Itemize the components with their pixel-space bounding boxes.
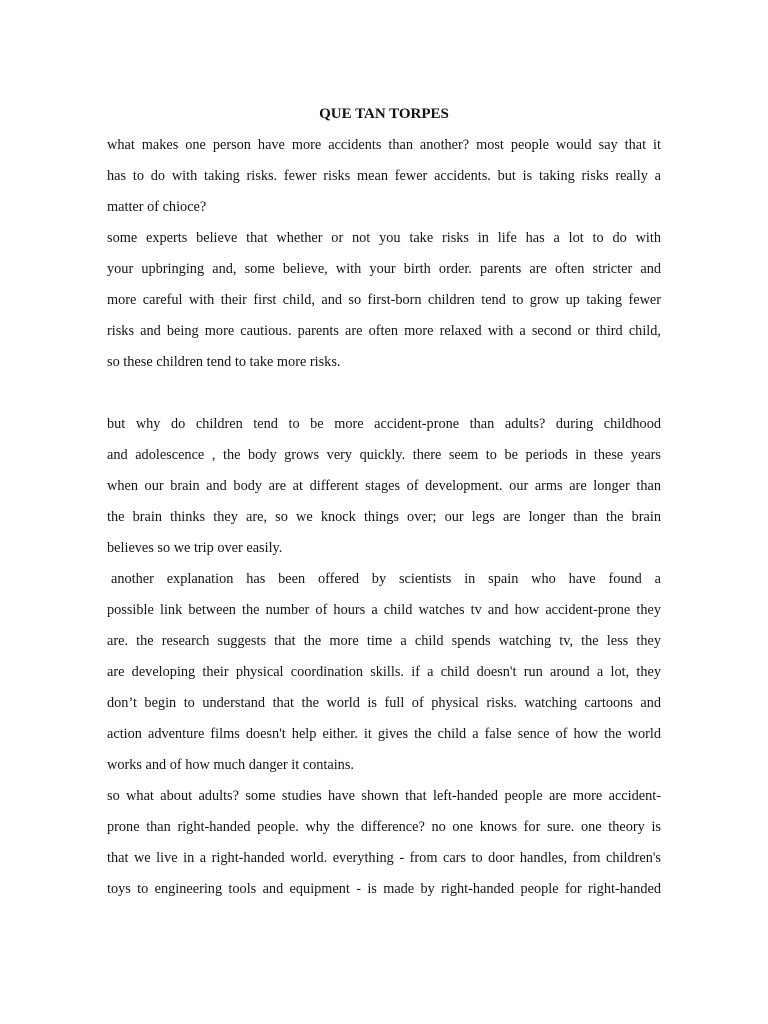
body-line-16: are. the research suggests that the more time a child spends watching tv, the less they — [107, 633, 661, 649]
body-line-10: and adolescence , the body grows very quickly. there seem to be periods in these years — [107, 447, 661, 463]
body-line-1: what makes one person have more accidents than another? most people would say that it — [107, 137, 661, 153]
body-line-6: more careful with their first child, and so first-born children tend to grow up taking fewer — [107, 292, 661, 308]
body-line-19: action adventure films doesn't help either. it gives the child a false sence of how the world — [107, 726, 661, 742]
body-line-4: some experts believe that whether or not you take risks in life has a lot to do with — [107, 230, 661, 246]
body-line-21: so what about adults? some studies have shown that left-handed people are more accident- — [107, 788, 661, 804]
body-line-2: has to do with taking risks. fewer risks mean fewer accidents. but is taking risks really a — [107, 168, 661, 184]
body-line-24: toys to engineering tools and equipment - is made by right-handed people for right-handed — [107, 881, 661, 897]
body-line-7: risks and being more cautious. parents are often more relaxed with a second or third child, — [107, 323, 661, 339]
body-line-12: the brain thinks they are, so we knock things over; our legs are longer than the brain — [107, 509, 661, 525]
body-line-3: matter of chioce? — [107, 199, 207, 215]
body-line-22: prone than right-handed people. why the difference? no one knows for sure. one theory is — [107, 819, 661, 835]
document-title: QUE TAN TORPES — [319, 106, 449, 122]
body-line-14: another explanation has been offered by scientists in spain who have found a — [111, 571, 661, 587]
body-line-11: when our brain and body are at different stages of development. our arms are longer than — [107, 478, 661, 494]
body-line-15: possible link between the number of hours a child watches tv and how accident-prone they — [107, 602, 661, 618]
body-line-5: your upbringing and, some believe, with your birth order. parents are often stricter and — [107, 261, 661, 277]
body-line-17: are developing their physical coordination skills. if a child doesn't run around a lot, they — [107, 664, 661, 680]
body-line-20: works and of how much danger it contains. — [107, 757, 354, 773]
body-line-18: don’t begin to understand that the world is full of physical risks. watching cartoons and — [107, 695, 661, 711]
body-line-13: believes so we trip over easily. — [107, 540, 283, 556]
body-line-9: but why do children tend to be more accident-prone than adults? during childhood — [107, 416, 661, 432]
body-line-23: that we live in a right-handed world. everything - from cars to door handles, from children's — [107, 850, 661, 866]
body-line-8: so these children tend to take more risks. — [107, 354, 341, 370]
